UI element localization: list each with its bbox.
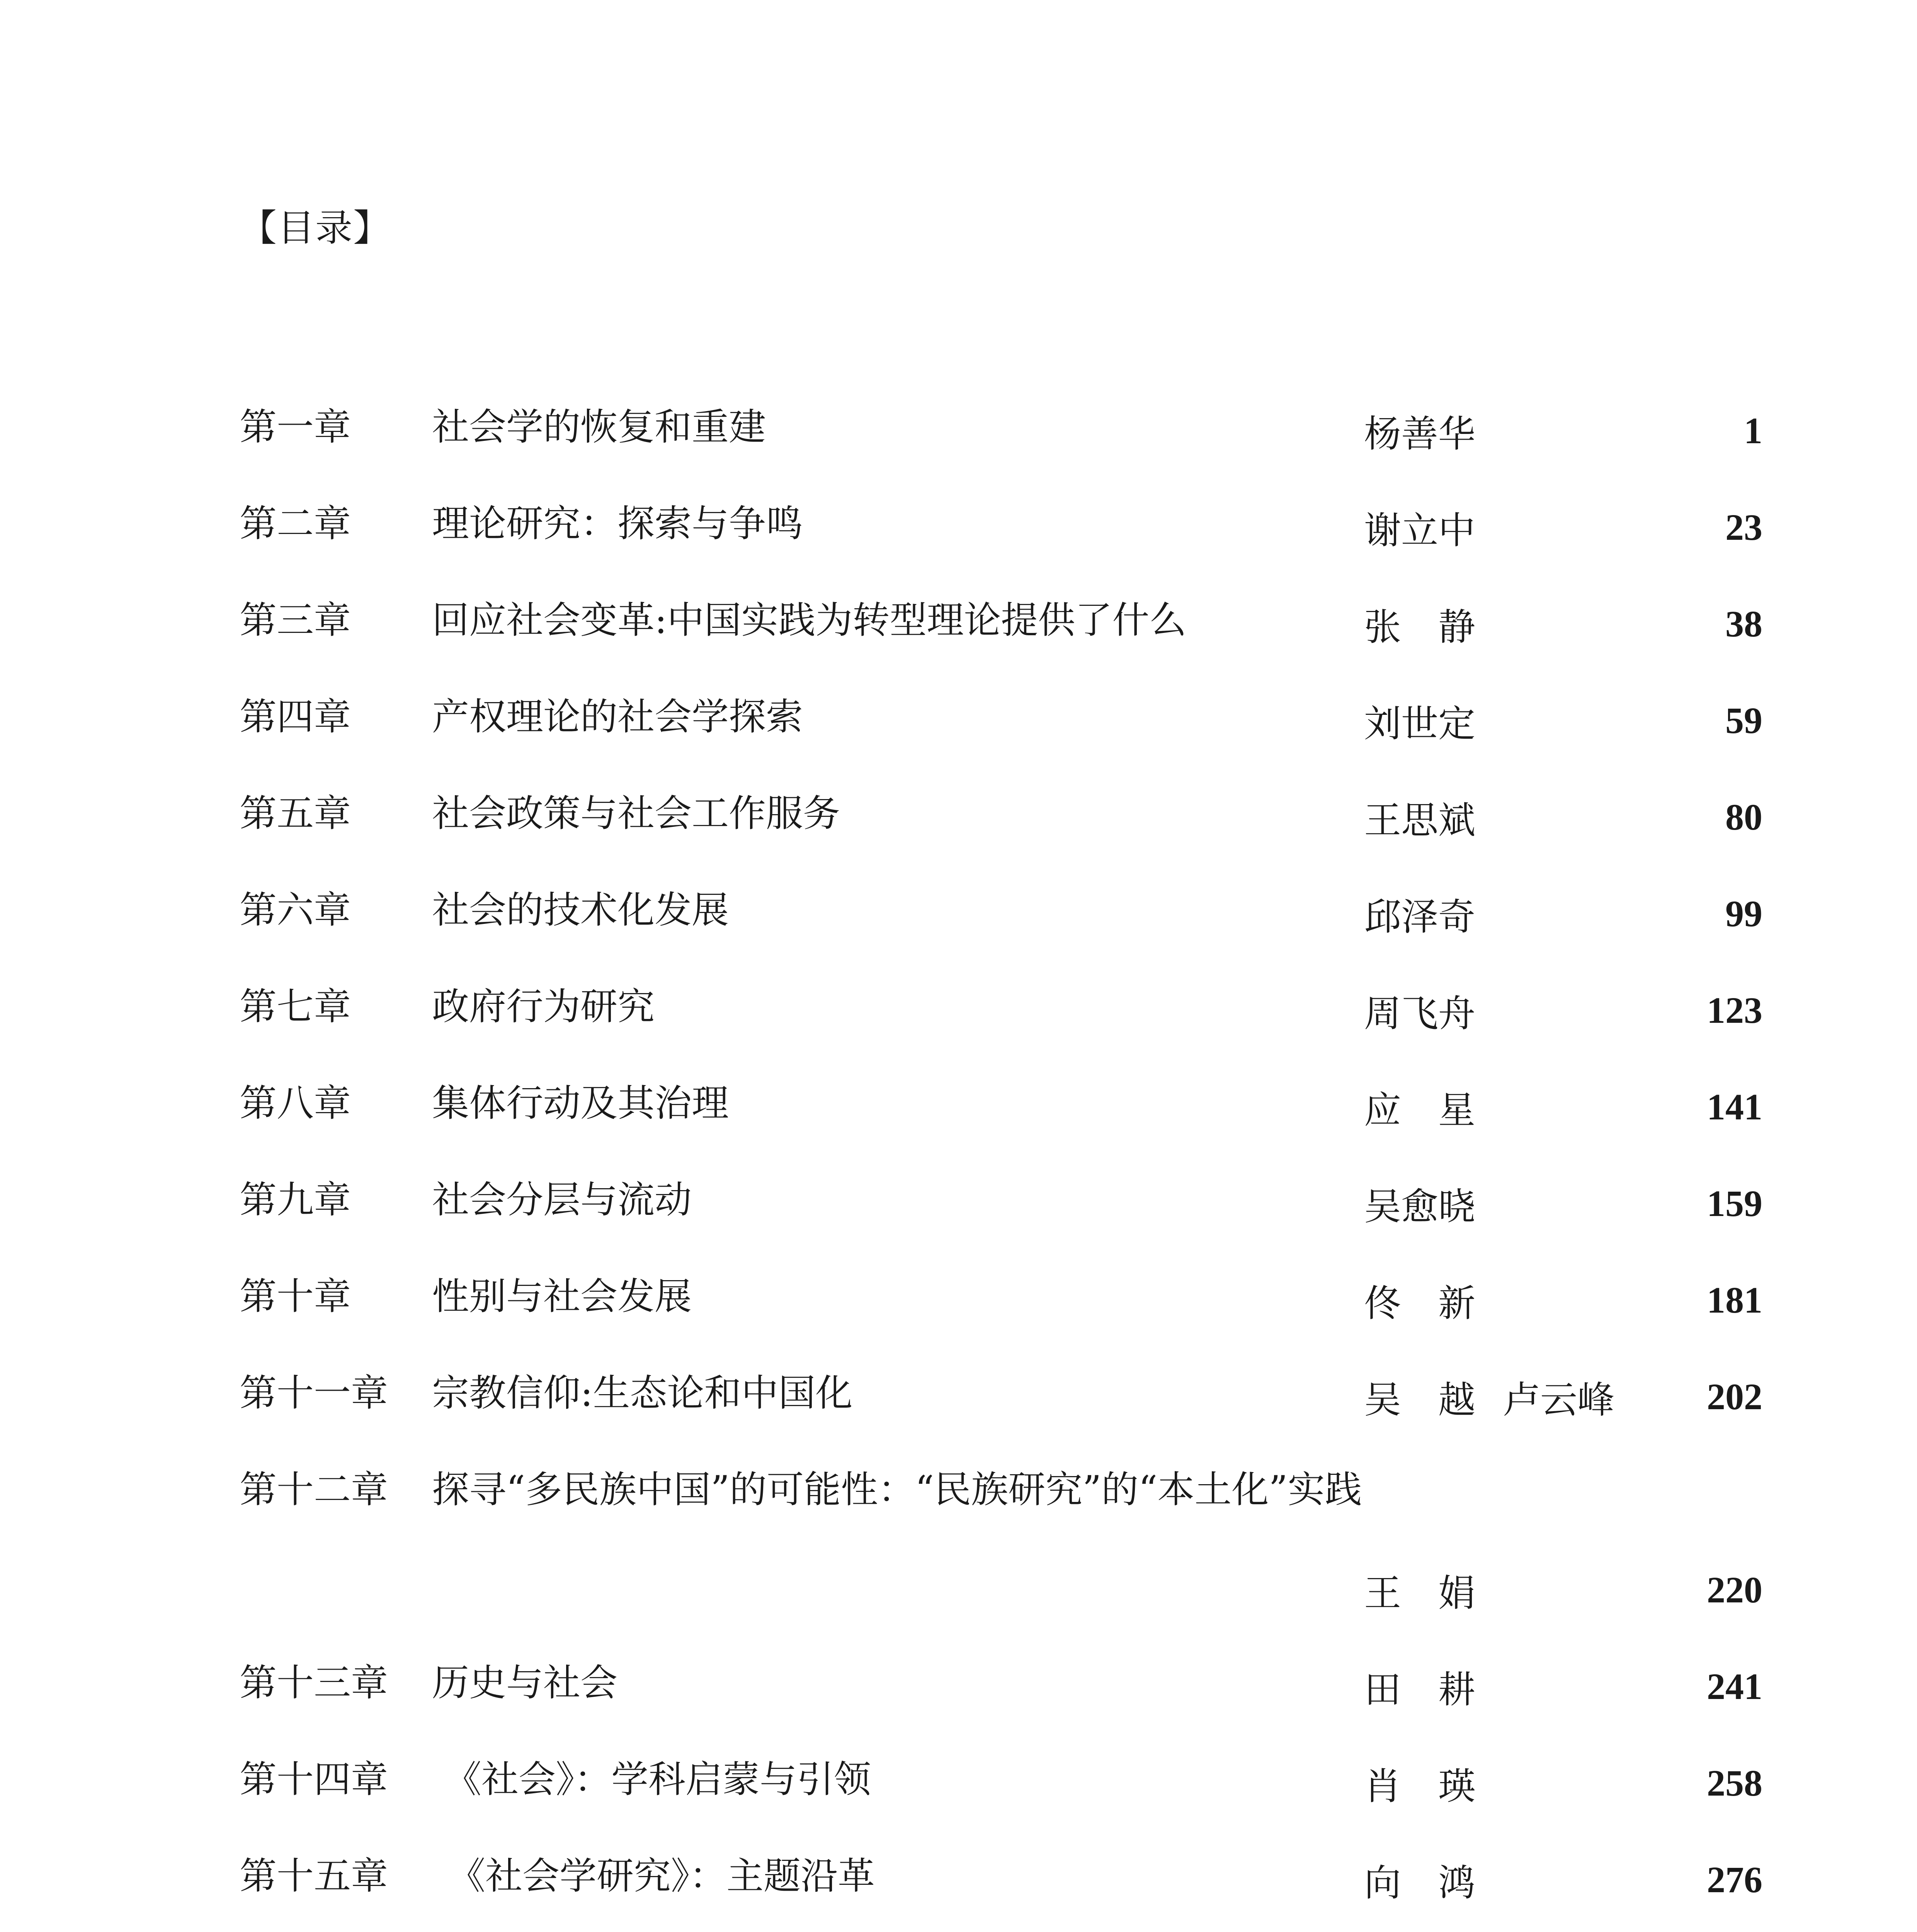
chapter-title: 产权理论的社会学探索 [432,695,803,738]
chapter-label: 第五章 [240,792,351,835]
chapter-title: 性别与社会发展 [432,1275,692,1318]
toc-entry [0,1660,1917,1714]
chapter-author: 王思斌 [1364,799,1475,842]
page-number: 202 [1707,1376,1762,1417]
chapter-label: 第四章 [240,695,351,738]
toc-entry [0,790,1917,844]
chapter-title: 集体行动及其治理 [432,1082,729,1125]
chapter-label: 第二章 [240,502,351,545]
chapter-label: 第一章 [240,405,351,449]
chapter-author: 吴愈晓 [1364,1185,1475,1228]
toc-entry [0,1080,1917,1134]
chapter-label: 第十五章 [240,1854,388,1898]
chapter-title: 探寻“多民族中国”的可能性：“民族研究”的“本土化”实践 [432,1468,1362,1511]
chapter-title: 历史与社会 [432,1661,617,1704]
chapter-label: 第七章 [240,985,351,1028]
page-number: 159 [1707,1183,1762,1224]
toc-entry [0,1466,1917,1520]
chapter-author: 吴 越 [1364,1378,1475,1422]
page-number: 241 [1707,1666,1762,1707]
page-number: 141 [1707,1086,1762,1128]
toc-entry [0,404,1917,458]
chapter-label: 第十章 [240,1275,351,1318]
toc-entry [0,1273,1917,1327]
toc-entry [0,1370,1917,1424]
chapter-title: 宗教信仰:生态论和中国化 [432,1371,853,1415]
toc-entry [0,1756,1917,1810]
chapter-author: 杨善华 [1364,412,1475,456]
page-number: 258 [1707,1762,1762,1804]
page-number: 59 [1725,700,1762,741]
chapter-author: 向 鸿 [1364,1861,1475,1905]
chapter-author: 周飞舟 [1364,992,1475,1035]
page-number: 123 [1707,990,1762,1031]
chapter-author: 邱泽奇 [1364,895,1475,939]
page-number: 80 [1725,796,1762,838]
chapter-author: 谢立中 [1364,509,1475,552]
toc-entry [0,500,1917,554]
chapter-author: 佟 新 [1364,1282,1475,1325]
chapter-title: 回应社会变革:中国实践为转型理论提供了什么 [432,599,1187,642]
chapter-label: 第六章 [240,888,351,932]
chapter-author: 张 静 [1364,605,1475,649]
page-number: 38 [1725,603,1762,645]
page-number: 181 [1707,1279,1762,1321]
page-number: 1 [1744,410,1762,451]
toc-entry [0,1853,1917,1907]
chapter-author: 肖 瑛 [1364,1765,1475,1808]
chapter-author: 应 星 [1364,1088,1475,1132]
page-number: 23 [1725,507,1762,548]
chapter-title: 理论研究：探索与争鸣 [432,502,803,545]
chapter-author: 王 娟 [1364,1571,1475,1615]
toc-entry [0,694,1917,748]
chapter-title: 社会的技术化发展 [432,888,729,932]
chapter-title: 社会学的恢复和重建 [432,405,766,449]
chapter-label: 第九章 [240,1178,351,1221]
chapter-author: 刘世定 [1364,702,1475,745]
toc-entry-continuation [0,1563,1917,1617]
page-number: 99 [1725,893,1762,934]
chapter-author: 田 耕 [1364,1668,1475,1711]
toc-entry [0,1177,1917,1231]
page-number: 220 [1707,1569,1762,1611]
page-number: 276 [1707,1859,1762,1900]
chapter-label: 第十四章 [240,1758,388,1801]
toc-entry [0,983,1917,1037]
chapter-label: 第十一章 [240,1371,388,1415]
toc-heading: 【目录】 [240,206,391,250]
chapter-label: 第三章 [240,599,351,642]
chapter-title: 《社会》：学科启蒙与引领 [444,1758,871,1801]
chapter-title: 社会政策与社会工作服务 [432,792,840,835]
chapter-label: 第十三章 [240,1661,388,1704]
toc-entry [0,597,1917,651]
chapter-title: 政府行为研究 [432,985,655,1028]
chapter-coauthor: 卢云峰 [1503,1378,1614,1422]
chapter-label: 第十二章 [240,1468,388,1511]
toc-entry [0,887,1917,941]
chapter-title: 社会分层与流动 [432,1178,692,1221]
chapter-title: 《社会学研究》：主题沿革 [448,1854,875,1898]
chapter-label: 第八章 [240,1082,351,1125]
